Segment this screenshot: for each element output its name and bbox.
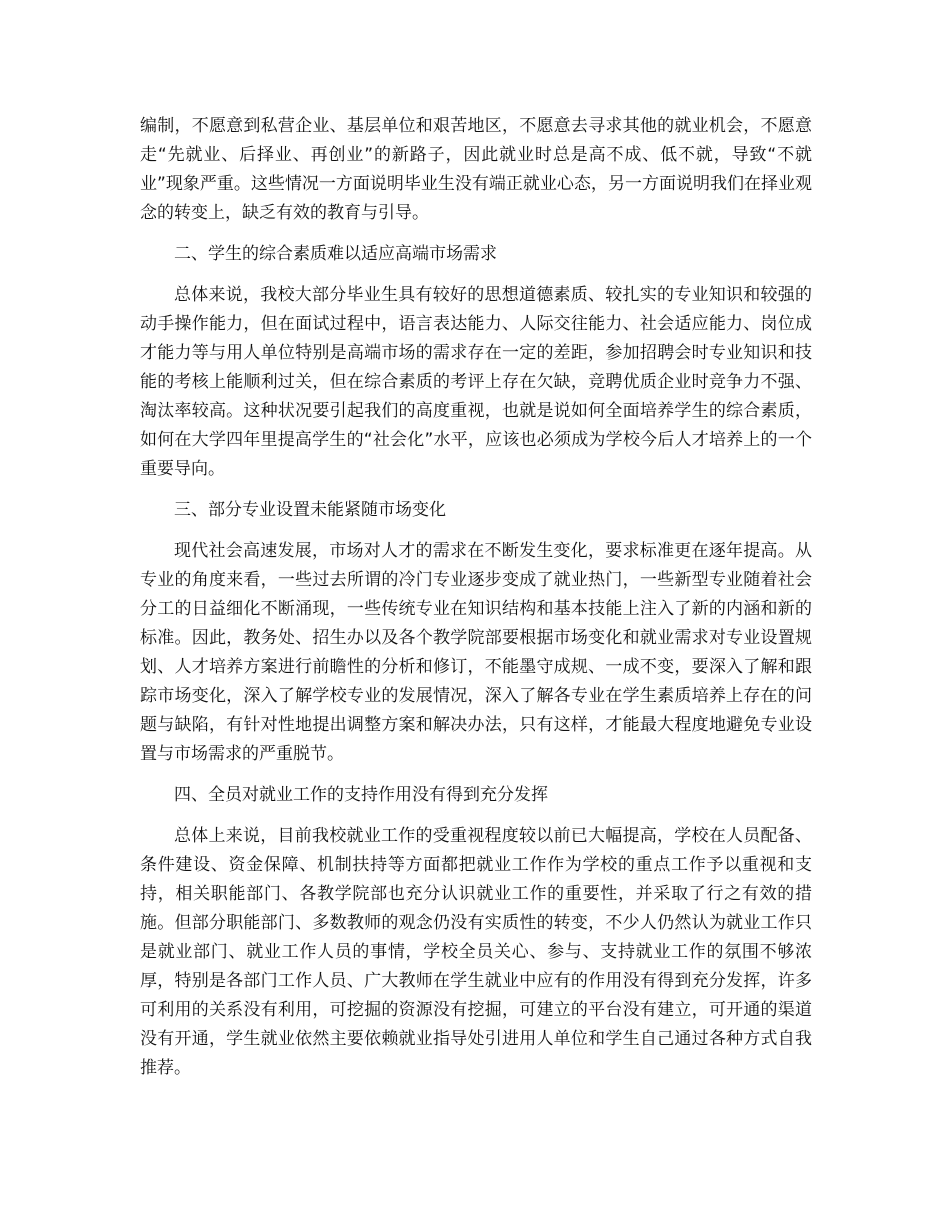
section-heading-2: 二、学生的综合素质难以适应高端市场需求 [174,244,497,264]
paragraph-section-4: 总体上来说，目前我校就业工作的受重视程度较以前已大幅提高，学校在人员配备、条件建设、资金保障、机制扶持等方面都把就业工作作为学校的重点工作予以重视和支持，相关职能部门、各教学院部也充分认识就业工作的重要性，并采取了行之有效的措施。但部分职能部门、多数教师的观念仍没有实质性的转变，不少人仍然认为就业工作只是就业部门、就业工作人员的事情，学校全员关心、参与、支持就业工作的氛围不够浓厚，特别是各部门工作人员、广大教师在学生就业中应有的作用没有得到充分发挥，许多可利用的关系没有利用，可挖掘的资源没有挖掘，可建立的平台没有建立，可开通的渠道没有开通，学生就业依然主要依赖就业指导处引进用人单位和学生自己通过各种方式自我推荐。 [140,826,812,1078]
section-heading-3: 三、部分专业设置未能紧随市场变化 [174,500,446,520]
paragraph-continuation: 编制，不愿意到私营企业、基层单位和艰苦地区，不愿意去寻求其他的就业机会，不愿意走“先就业、后择业、再创业”的新路子，因此就业时总是高不成、低不就，导致“不就业”现象严重。这些情况一方面说明毕业生没有端正就业心态，另一方面说明我们在择业观念的转变上，缺乏有效的教育与引导。 [140,116,812,223]
section-heading-4: 四、全员对就业工作的支持作用没有得到充分发挥 [174,785,548,805]
paragraph-section-2: 总体来说，我校大部分毕业生具有较好的思想道德素质、较扎实的专业知识和较强的动手操作能力，但在面试过程中，语言表达能力、人际交往能力、社会适应能力、岗位成才能力等与用人单位特别是高端市场的需求存在一定的差距，参加招聘会时专业知识和技能的考核上能顺利过关，但在综合素质的考评上存在欠缺，竞聘优质企业时竞争力不强、淘汰率较高。这种状况要引起我们的高度重视，也就是说如何全面培养学生的综合素质，如何在大学四年里提高学生的“社会化”水平，应该也必须成为学校今后人才培养上的一个重要导向。 [140,285,812,479]
document-body [140,112,812,1095]
paragraph-section-3: 现代社会高速发展，市场对人才的需求在不断发生变化，要求标准更在逐年提高。从专业的角度来看，一些过去所谓的冷门专业逐步变成了就业热门，一些新型专业随着社会分工的日益细化不断涌现，一些传统专业在知识结构和基本技能上注入了新的内涵和新的标准。因此，教务处、招生办以及各个教学院部要根据市场变化和就业需求对专业设置规划、人才培养方案进行前瞻性的分析和修订，不能墨守成规、一成不变，要深入了解和跟踪市场变化，深入了解学校专业的发展情况，深入了解各专业在学生素质培养上存在的问题与缺陷，有针对性地提出调整方案和解决办法，只有这样，才能最大程度地避免专业设置与市场需求的严重脱节。 [140,541,812,764]
